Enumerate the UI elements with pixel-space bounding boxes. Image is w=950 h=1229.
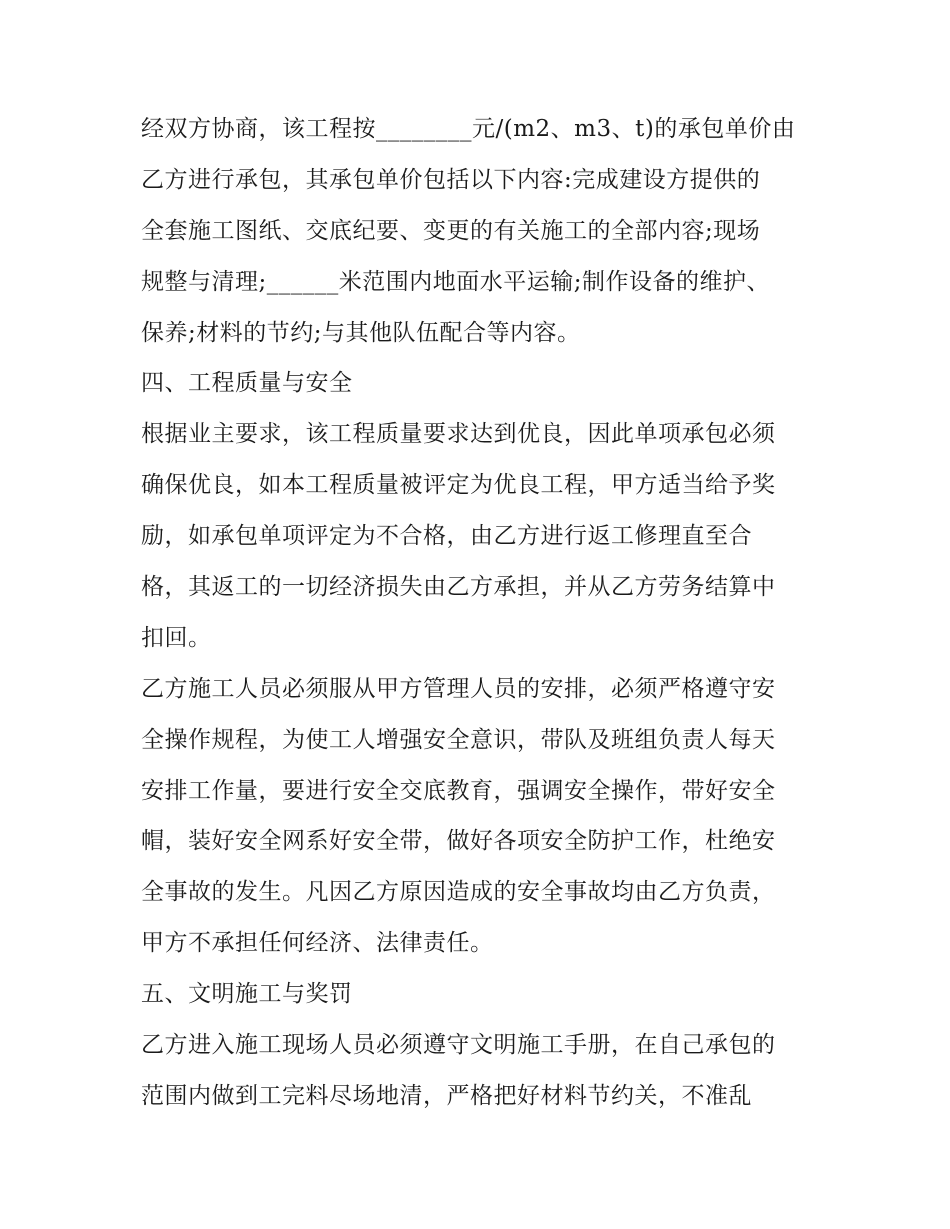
- section-heading: 五、文明施工与奖罚: [141, 981, 353, 1008]
- text-line: 甲方不承担任何经济、法律责任。: [141, 930, 494, 957]
- text-line: 保养;材料的节约;与其他队伍配合等内容。: [141, 319, 581, 346]
- text-line: 格，其返工的一切经济损失由乙方承担，并从乙方劳务结算中: [141, 574, 776, 601]
- text-line: 安排工作量，要进行安全交底教育，强调安全操作，带好安全: [141, 777, 776, 804]
- text-line: 励，如承包单项评定为不合格，由乙方进行返工修理直至合: [141, 523, 752, 550]
- text-line: 乙方进入施工现场人员必须遵守文明施工手册，在自己承包的: [141, 1032, 776, 1059]
- text-line: 范围内做到工完料尽场地清，严格把好材料节约关，不准乱: [141, 1082, 752, 1109]
- text-line: 根据业主要求，该工程质量要求达到优良，因此单项承包必须: [141, 421, 776, 448]
- text-line: 乙方施工人员必须服从甲方管理人员的安排，必须严格遵守安: [141, 675, 776, 702]
- text-line: 全套施工图纸、交底纪要、变更的有关施工的全部内容;现场: [141, 217, 761, 244]
- text-line: 全事故的发生。凡因乙方原因造成的安全事故均由乙方负责，: [141, 879, 776, 906]
- text-line: 帽，装好安全网系好安全带，做好各项安全防护工作，杜绝安: [141, 828, 776, 855]
- text-line: 规整与清理;______米范围内地面水平运输;制作设备的维护、: [141, 268, 770, 295]
- text-line: 扣回。: [141, 624, 212, 651]
- text-line: 乙方进行承包，其承包单价包括以下内容:完成建设方提供的: [141, 166, 761, 193]
- text-line: 确保优良，如本工程质量被评定为优良工程，甲方适当给予奖: [141, 472, 776, 499]
- text-line: 全操作规程，为使工人增强安全意识，带队及班组负责人每天: [141, 726, 776, 753]
- document-body: [141, 104, 811, 1122]
- section-heading: 四、工程质量与安全: [141, 370, 353, 397]
- text-line: 经双方协商，该工程按________元/(m2、m3、t)的承包单价由: [141, 116, 796, 142]
